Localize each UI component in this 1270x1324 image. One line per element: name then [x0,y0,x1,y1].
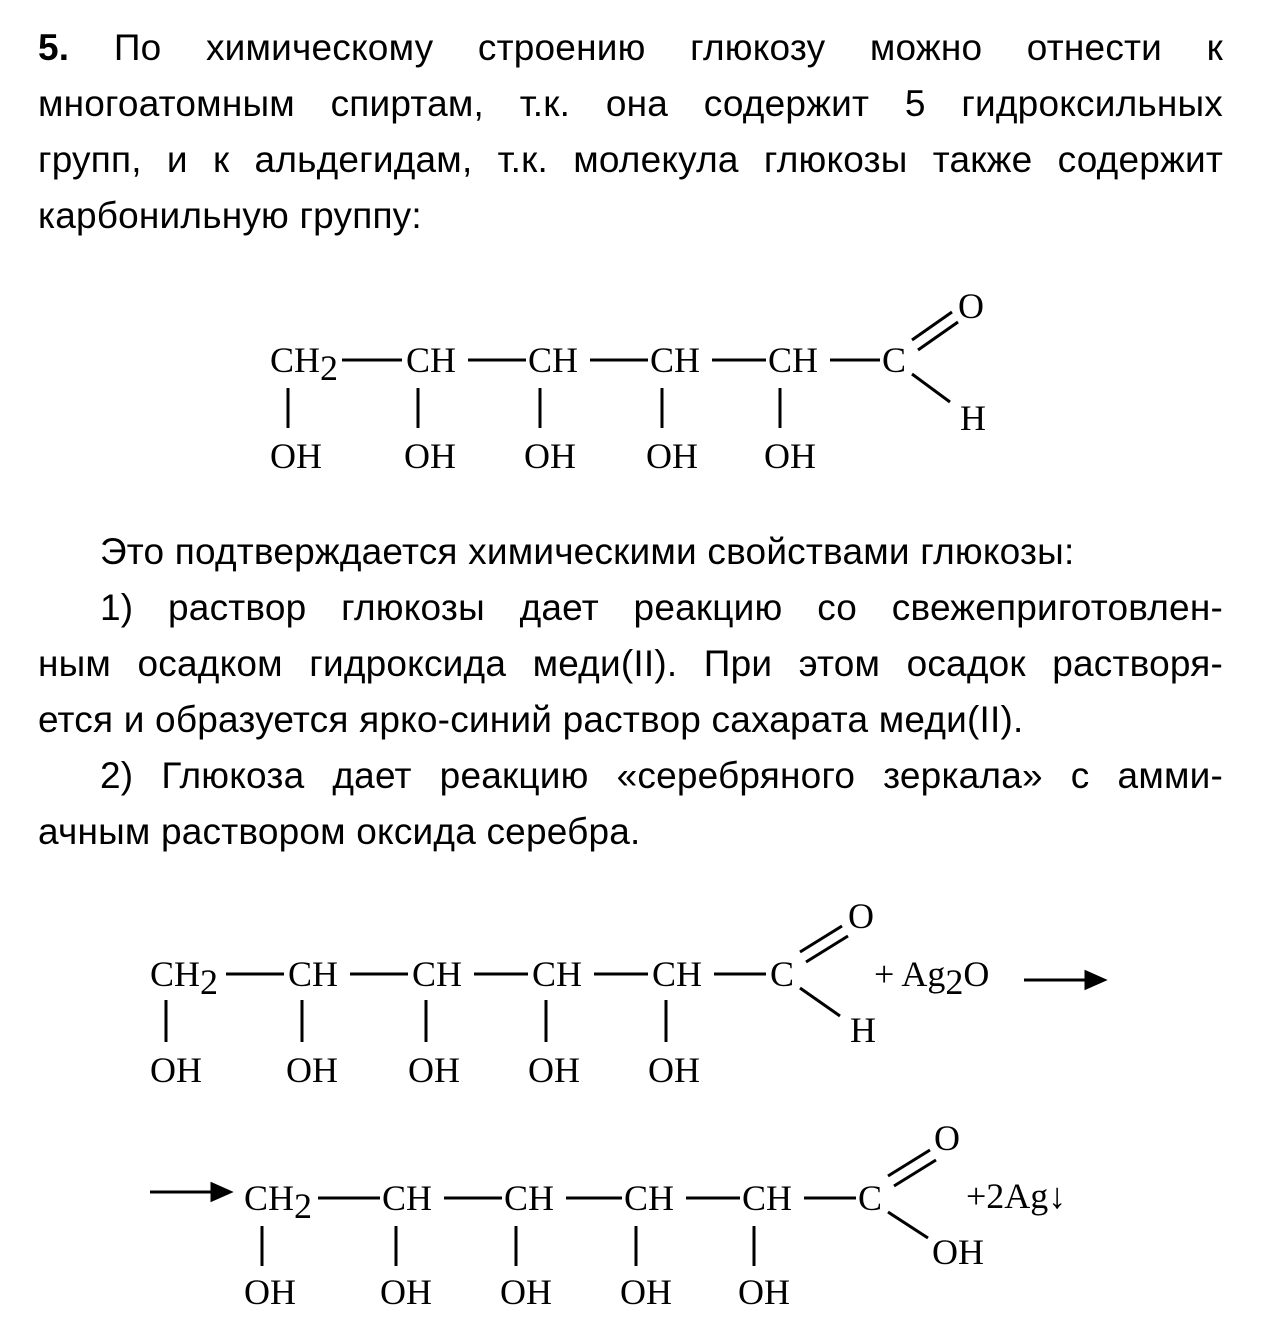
reaction2-oh-3: OH [500,1272,552,1312]
formula1-oh-1: OH [270,436,322,476]
item1-line-2: ным осадком гидроксида меди(II). При этом осадок растворя- [38,643,1223,684]
item1-line-1: 1) раствор глюкозы дает реакцию со свежеприготовлен- [100,587,1223,628]
double-bond-b [918,322,958,350]
reaction2-oh-2: OH [380,1272,432,1312]
formula1-oh-2: OH [404,436,456,476]
formula1-ch-3: CH [650,340,701,380]
double-bond-b [806,936,848,962]
reaction1-h: H [850,1010,876,1050]
reaction2-ch2: CH2 [244,1178,313,1226]
intro-line-1: 5. По химическому строению глюкозу можно отнести к [38,27,1223,68]
reaction2-ch-2: CH [504,1178,555,1218]
formula1-oh-5: OH [764,436,816,476]
formula1-c: C [882,340,907,380]
double-bond-b [894,1160,936,1186]
properties-lead: Это подтверждается химическими свойствами глюкозы: [100,531,1075,572]
formula1-h: H [960,398,986,438]
reaction1-ch-1: CH [288,954,339,994]
item2-line-1: 2) Глюкоза дает реакцию «серебряного зеркала» с амми- [100,755,1223,796]
reaction1-oh-3: OH [408,1050,460,1090]
reagent-ag2o: + Ag2O [874,954,990,1002]
reaction1-oh-5: OH [648,1050,700,1090]
reaction2-ch-3: CH [624,1178,675,1218]
arrow-head-icon [212,1184,230,1200]
reaction2-ch-4: CH [742,1178,793,1218]
arrow-head-icon [1086,972,1104,988]
reaction1-oh-1: OH [150,1050,202,1090]
double-bond-a [800,926,842,952]
item1-line-3: ется и образуется ярко-синий раствор сахарата меди(II). [38,699,1024,740]
reaction-line-2 [150,1118,1066,1312]
formula1-ch-1: CH [406,340,457,380]
item2-line-2: ачным раствором оксида серебра. [38,811,641,852]
glucose-structure [270,286,986,476]
reaction1-ch-4: CH [652,954,703,994]
properties-paragraph [38,524,1223,860]
bond [912,374,950,402]
double-bond-a [888,1150,930,1176]
formula1-ch-4: CH [768,340,819,380]
reaction2-oh-4: OH [620,1272,672,1312]
reaction1-ch-3: CH [532,954,583,994]
reaction2-oh-1: OH [244,1272,296,1312]
formula1-oh-3: OH [524,436,576,476]
reaction1-ch-2: CH [412,954,463,994]
problem-number: 5. [38,27,70,68]
reaction2-ch-1: CH [382,1178,433,1218]
reaction2-c: C [858,1178,883,1218]
product-silver: +2Ag↓ [966,1176,1067,1216]
reaction1-o: O [848,896,874,936]
intro-line-4: карбонильную группу: [38,195,422,236]
formula1-ch-2: CH [528,340,579,380]
bond [800,988,840,1016]
reaction1-c: C [770,954,795,994]
formula1-oh-4: OH [646,436,698,476]
intro-line-2: многоатомным спиртам, т.к. она содержит 5 гидроксильных [38,83,1223,124]
reaction1-oh-4: OH [528,1050,580,1090]
reaction-line-1 [150,896,1104,1090]
double-bond-a [912,312,952,340]
reaction2-oh-5: OH [738,1272,790,1312]
reaction1-oh-2: OH [286,1050,338,1090]
reaction2-oh-group: OH [932,1232,984,1272]
formula1-o: O [958,286,984,326]
bond [888,1212,928,1238]
reaction2-o: O [934,1118,960,1158]
reaction1-ch2: CH2 [150,954,219,1002]
formula1-ch2: CH2 [270,340,339,388]
intro-line-3: групп, и к альдегидам, т.к. молекула глюкозы также содержит [38,139,1223,180]
